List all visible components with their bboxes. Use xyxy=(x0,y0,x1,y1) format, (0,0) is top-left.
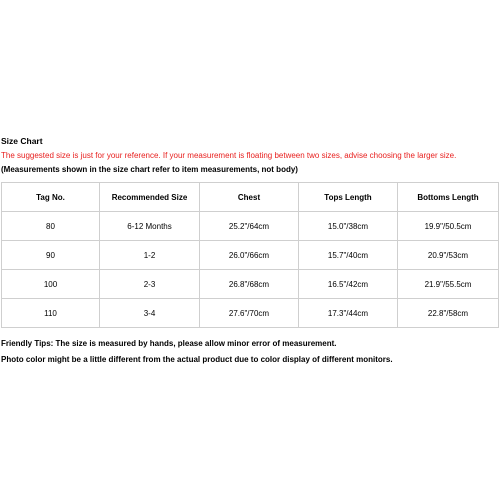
header-bottoms-length: Bottoms Length xyxy=(398,183,499,212)
cell-bottoms-length: 19.9"/50.5cm xyxy=(398,212,499,241)
cell-chest: 27.6"/70cm xyxy=(200,299,299,328)
cell-recommended-size: 1-2 xyxy=(100,241,200,270)
table-row xyxy=(2,270,499,299)
table-header-row xyxy=(2,183,499,212)
cell-tag-no: 100 xyxy=(2,270,100,299)
header-chest: Chest xyxy=(200,183,299,212)
measurement-note: (Measurements shown in the size chart refer to item measurements, not body) xyxy=(1,164,298,174)
size-chart-document xyxy=(0,133,500,366)
header-tag-no: Tag No. xyxy=(2,183,100,212)
header-tops-length: Tops Length xyxy=(299,183,398,212)
header-recommended-size: Recommended Size xyxy=(100,183,200,212)
size-chart-title: Size Chart xyxy=(1,135,43,146)
cell-bottoms-length: 20.9"/53cm xyxy=(398,241,499,270)
table-row xyxy=(2,212,499,241)
cell-recommended-size: 6-12 Months xyxy=(100,212,200,241)
friendly-tips: Friendly Tips: The size is measured by hands, please allow minor error of measurement. xyxy=(1,338,337,348)
cell-bottoms-length: 22.8"/58cm xyxy=(398,299,499,328)
cell-tops-length: 15.0"/38cm xyxy=(299,212,398,241)
cell-tops-length: 16.5"/42cm xyxy=(299,270,398,299)
cell-bottoms-length: 21.9"/55.5cm xyxy=(398,270,499,299)
size-suggestion-notice: The suggested size is just for your reference. If your measurement is floating between two sizes, advise choosing the larger size. xyxy=(1,150,457,160)
table-row xyxy=(2,299,499,328)
cell-tag-no: 90 xyxy=(2,241,100,270)
cell-tops-length: 17.3"/44cm xyxy=(299,299,398,328)
cell-chest: 26.0"/66cm xyxy=(200,241,299,270)
cell-recommended-size: 2-3 xyxy=(100,270,200,299)
cell-tops-length: 15.7"/40cm xyxy=(299,241,398,270)
photo-color-note: Photo color might be a little different from the actual product due to color display of different monitors. xyxy=(1,354,393,364)
cell-chest: 25.2"/64cm xyxy=(200,212,299,241)
cell-chest: 26.8"/68cm xyxy=(200,270,299,299)
cell-tag-no: 110 xyxy=(2,299,100,328)
table-row xyxy=(2,241,499,270)
cell-tag-no: 80 xyxy=(2,212,100,241)
size-table xyxy=(1,182,499,328)
cell-recommended-size: 3-4 xyxy=(100,299,200,328)
